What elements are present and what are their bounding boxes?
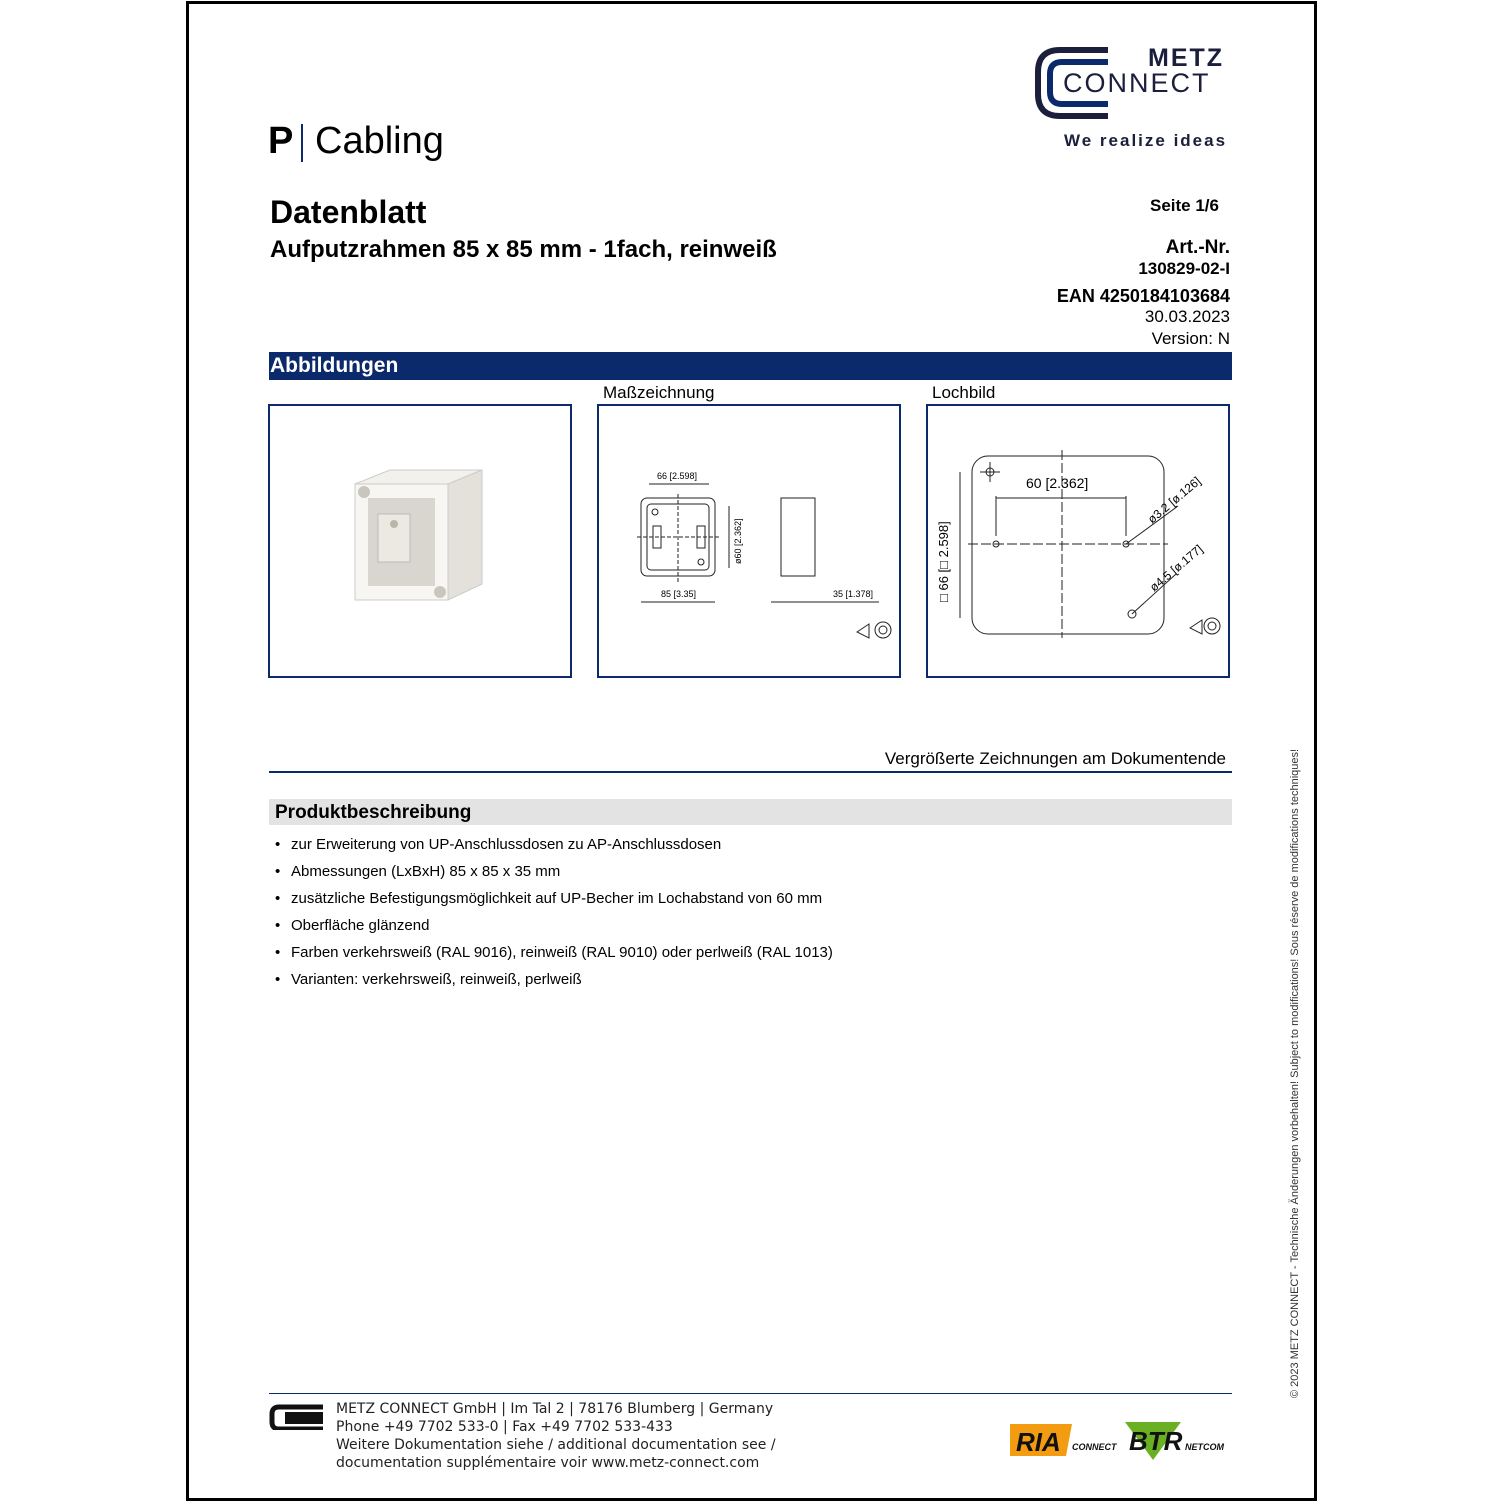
svg-text:NETCOM: NETCOM (1185, 1442, 1224, 1452)
btr-logo-icon (1125, 1420, 1231, 1462)
dim-depth-label: 35 [1.378] (833, 589, 874, 599)
section-title: Abbildungen (270, 354, 399, 377)
doc-title: Datenblatt (270, 194, 427, 230)
label-dimension: Maßzeichnung (603, 383, 715, 402)
footer-address: METZ CONNECT GmbH | Im Tal 2 | 78176 Blumberg | Germany (336, 1401, 774, 1417)
hole-spacing-label: 60 [2.362] (1026, 475, 1089, 491)
hole-pattern-box (926, 404, 1230, 678)
slogan: We realize ideas (1064, 131, 1228, 150)
divider (269, 771, 1232, 773)
hole-d1-label: ø3.2 [ø.126] (1144, 473, 1204, 527)
dim-diameter-label: ø60 [2.362] (733, 518, 743, 564)
svg-text:RIA: RIA (1016, 1427, 1061, 1457)
list-item: • Oberfläche glänzend (275, 917, 430, 934)
enlarged-note: Vergrößerte Zeichnungen am Dokumentende (884, 749, 1226, 768)
copyright-side-note: © 2023 METZ CONNECT - Technische Änderungen vorbehalten! Subject to modifications! Sous réserve de modifications techniques! (1289, 748, 1301, 1398)
ria-logo-icon (1010, 1422, 1122, 1458)
list-item: • Varianten: verkehrsweiß, reinweiß, perlweiß (275, 971, 582, 988)
doc-subtitle: Aufputzrahmen 85 x 85 mm - 1fach, reinweiß (270, 236, 777, 263)
dimension-drawing-box (597, 404, 901, 678)
hole-square-label: □ 66 [□ 2.598] (936, 521, 951, 602)
brand-cabling: Cabling (315, 120, 444, 162)
description-list (275, 836, 833, 998)
logo-connect-text: CONNECT (1063, 68, 1211, 98)
logo-metz-text: METZ (1148, 44, 1225, 72)
footer-logo-icon (269, 1404, 325, 1430)
btr-netcom-logo (1125, 1420, 1231, 1467)
footer-doc-line: Weitere Dokumentation siehe / additional documentation see / (336, 1437, 776, 1453)
art-number: 130829-02-I (1138, 259, 1230, 278)
hole-d2-label: ø4.5 [ø.177] (1146, 541, 1206, 595)
doc-version: Version: N (1151, 329, 1230, 348)
product-photo-box (268, 404, 572, 678)
product-photo-icon (270, 406, 570, 676)
hole-pattern-icon (928, 406, 1228, 676)
dim-top-label: 66 [2.598] (657, 471, 698, 481)
art-label: Art.-Nr. (1165, 237, 1230, 258)
dimension-drawing-icon (599, 406, 899, 676)
footer-phone: Phone +49 7702 533-0 | Fax +49 7702 533-433 (336, 1419, 673, 1435)
list-item: • Farben verkehrsweiß (RAL 9016), reinweiß (RAL 9010) oder perlweiß (RAL 1013) (275, 944, 833, 961)
footer-divider (269, 1393, 1232, 1394)
footer-website: documentation supplémentaire voir www.metz-connect.com (336, 1455, 760, 1471)
ria-connect-logo (1010, 1422, 1122, 1463)
brand-p: P (268, 120, 294, 162)
dim-bottom-label: 85 [3.35] (661, 589, 697, 599)
list-item: • zur Erweiterung von UP-Anschlussdosen zu AP-Anschlussdosen (275, 836, 722, 853)
brand-divider (301, 124, 303, 162)
svg-text:CONNECT: CONNECT (1072, 1442, 1117, 1452)
list-item: • Abmessungen (LxBxH) 85 x 85 x 35 mm (275, 863, 561, 880)
section-bar (269, 352, 1232, 380)
list-item: • zusätzliche Befestigungsmöglichkeit auf UP-Becher im Lochabstand von 60 mm (275, 890, 823, 907)
ean: EAN 4250184103684 (1056, 286, 1230, 306)
description-title: Produktbeschreibung (275, 802, 472, 823)
doc-date: 30.03.2023 (1144, 307, 1230, 326)
page-number: Seite 1/6 (1150, 196, 1219, 215)
svg-text:BTR: BTR (1129, 1426, 1183, 1456)
label-holes: Lochbild (932, 383, 996, 402)
